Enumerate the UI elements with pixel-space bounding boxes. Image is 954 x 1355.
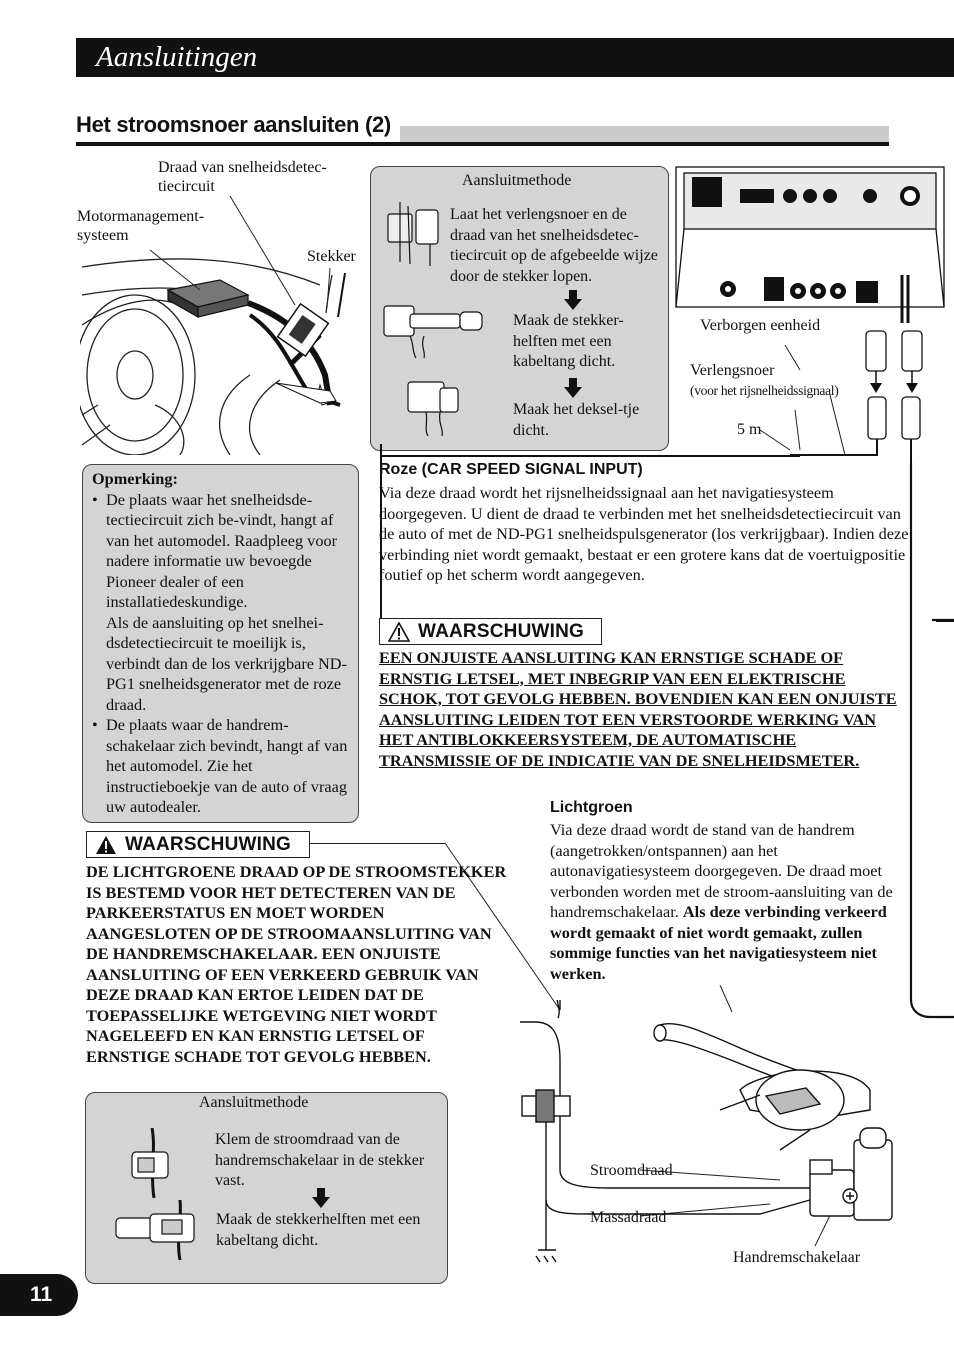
warning-tag-line xyxy=(310,843,445,844)
method-bottom-step1: Klem de stroomdraad van de handremschakelaar in de stekker vast. xyxy=(215,1131,425,1190)
connector-closed-icon xyxy=(400,374,470,438)
connector-open-icon xyxy=(380,200,450,270)
handbrake-illustration xyxy=(510,1000,954,1270)
note-item: • De plaats waar het snelheidsde-tectiecircuit zich be-vindt, hangt af van het automodel. Raadpleeg voor nadere informatie uw bevoegde Pioneer dealer of een installatiedeskundige. Als de aansluiting op het snelhei-dsdetectiecircuit te moeilijk is, verbindt dan de los verkrijgbare ND-PG1 snelheidsgenerator met de roze draad. xyxy=(92,490,354,716)
method-top-step1: Laat het verlengsnoer en de draad van het snelheidsdetec-tiecircuit op de afgebeelde wijze door de stekker lopen. xyxy=(450,206,658,285)
label-power-wire: Stroomdraad xyxy=(590,1162,673,1179)
connector-crimp-icon xyxy=(380,296,490,360)
pink-wire-heading: Roze (CAR SPEED SIGNAL INPUT) xyxy=(379,461,643,478)
label-handbrake-switch: Handremschakelaar xyxy=(733,1249,861,1266)
note-content xyxy=(92,469,354,818)
label-engine-management: Motormanagement- systeem xyxy=(77,208,205,244)
hidden-unit-illustration xyxy=(670,163,954,463)
arrow-down-icon xyxy=(564,290,582,310)
section-heading-shade xyxy=(400,126,889,142)
method-bottom-title: Aansluitmethode xyxy=(199,1094,309,1111)
note-title: Opmerking: xyxy=(92,469,178,488)
label-extension-cord-sub: (voor het rijsnelheidssignaal) xyxy=(690,383,839,398)
arrow-down-icon xyxy=(312,1188,330,1208)
method-top-title: Aansluitmethode xyxy=(462,172,572,189)
label-speed-detect-wire: Draad van snelheidsdetec- tiecircuit xyxy=(158,159,327,195)
method-top-step2: Maak de stekker-helften met een kabeltang dicht. xyxy=(513,312,624,371)
pink-wire-text: Via deze draad wordt het rijsnelheidssignaal aan het navigatiesysteem doorgegeven. U dient de draad te verbinden met het snelheidsdetectiecircuit van de auto of met de ND-PG1 snelheidspulsgenerator (los verkrijgbaar). Indien deze verbinding niet wordt gemaakt, bestaat er een grotere kans dat de voertuigpositie foutief op het scherm wordt aangegeven. xyxy=(379,483,909,584)
warning-tag-right xyxy=(379,618,602,645)
car-dashboard-illustration xyxy=(80,255,380,455)
connector-clamp-icon xyxy=(122,1128,182,1198)
lightgreen-text-bold: Als deze verbinding verkeerd wordt gemaakt of niet wordt gemaakt, zullen sommige functies van het navigatiesysteem niet werken. xyxy=(550,902,887,983)
label-hidden-unit: Verborgen eenheid xyxy=(700,317,821,334)
warning-text-left: DE LICHTGROENE DRAAD OP DE STROOMSTEKKER IS BESTEMD VOOR HET DETECTEREN VAN DE PARKEERSTATUS EN MOET WORDEN AANGESLOTEN OP DE STROOMAANSLUITING VAN DE HANDREMSCHAKELAAR. EEN ONJUISTE AANSLUITING OF EEN VERKEERD GEBRUIK VAN DEZE DRAAD KAN ERTOE LEIDEN DAT DE TOEPASSELIJKE WETGEVING NIET WORDT NAGELEEFD EN KAN ERNSTIG LETSEL OF ERNSTIGE SCHADE TOT GEVOLG HEBBEN. xyxy=(86,862,507,1066)
page-title: Aansluitingen xyxy=(96,41,258,73)
warning-text-right: EEN ONJUISTE AANSLUITING KAN ERNSTIGE SCHADE OF ERNSTIG LETSEL, MET INBEGRIP VAN EEN ELEKTRISCHE SCHOK, TOT GEVOLG HEBBEN. BOVENDIEN KAN EEN ONJUISTE AANSLUITING LEIDEN TOT EEN VERSTOORDE WERKING VAN HET ANTIBLOKKEERSYSTEEM, DE AUTOMATISCHE TRANSMISSIE OF DE INDICATIE VAN DE SNELHEIDSMETER. xyxy=(379,648,897,770)
note-item: • De plaats waar de handrem-schakelaar zich bevindt, hangt af van het automodel. Zie het instructieboekje van de auto of vraag uw autodealer. xyxy=(92,715,354,818)
warning-triangle-icon xyxy=(388,622,410,642)
connector-crimp-bottom-icon xyxy=(110,1200,210,1260)
label-ground-wire: Massadraad xyxy=(590,1209,667,1226)
page-number: 11 xyxy=(30,1283,53,1306)
method-bottom-step2: Maak de stekkerhelften met een kabeltang dicht. xyxy=(216,1211,421,1249)
wire-stub xyxy=(936,620,954,622)
method-top-step3: Maak het deksel-tje dicht. xyxy=(513,401,640,439)
warning-label-right: WAARSCHUWING xyxy=(418,620,584,642)
label-plug: Stekker xyxy=(307,248,356,265)
section-heading: Het stroomsnoer aansluiten (2) xyxy=(76,112,391,137)
label-extension-cord: Verlengsnoer xyxy=(690,362,775,379)
warning-tag-left xyxy=(86,831,310,858)
section-rule xyxy=(76,142,889,146)
lightgreen-text-normal: Via deze draad wordt de stand van de handrem (aangetrokken/ontspannen) aan het autonavigatiesysteem doorgegeven. De draad moet verbonden worden met de stroom-aansluiting van de handremschakelaar. xyxy=(550,820,893,921)
warning-triangle-icon xyxy=(95,835,117,855)
lightgreen-wire-text xyxy=(550,820,910,984)
warning-label-left: WAARSCHUWING xyxy=(125,833,291,855)
note-list xyxy=(92,490,354,818)
lightgreen-wire-heading: Lichtgroen xyxy=(550,799,633,816)
arrow-down-icon xyxy=(564,378,582,398)
label-cable-length: 5 m xyxy=(737,421,762,438)
